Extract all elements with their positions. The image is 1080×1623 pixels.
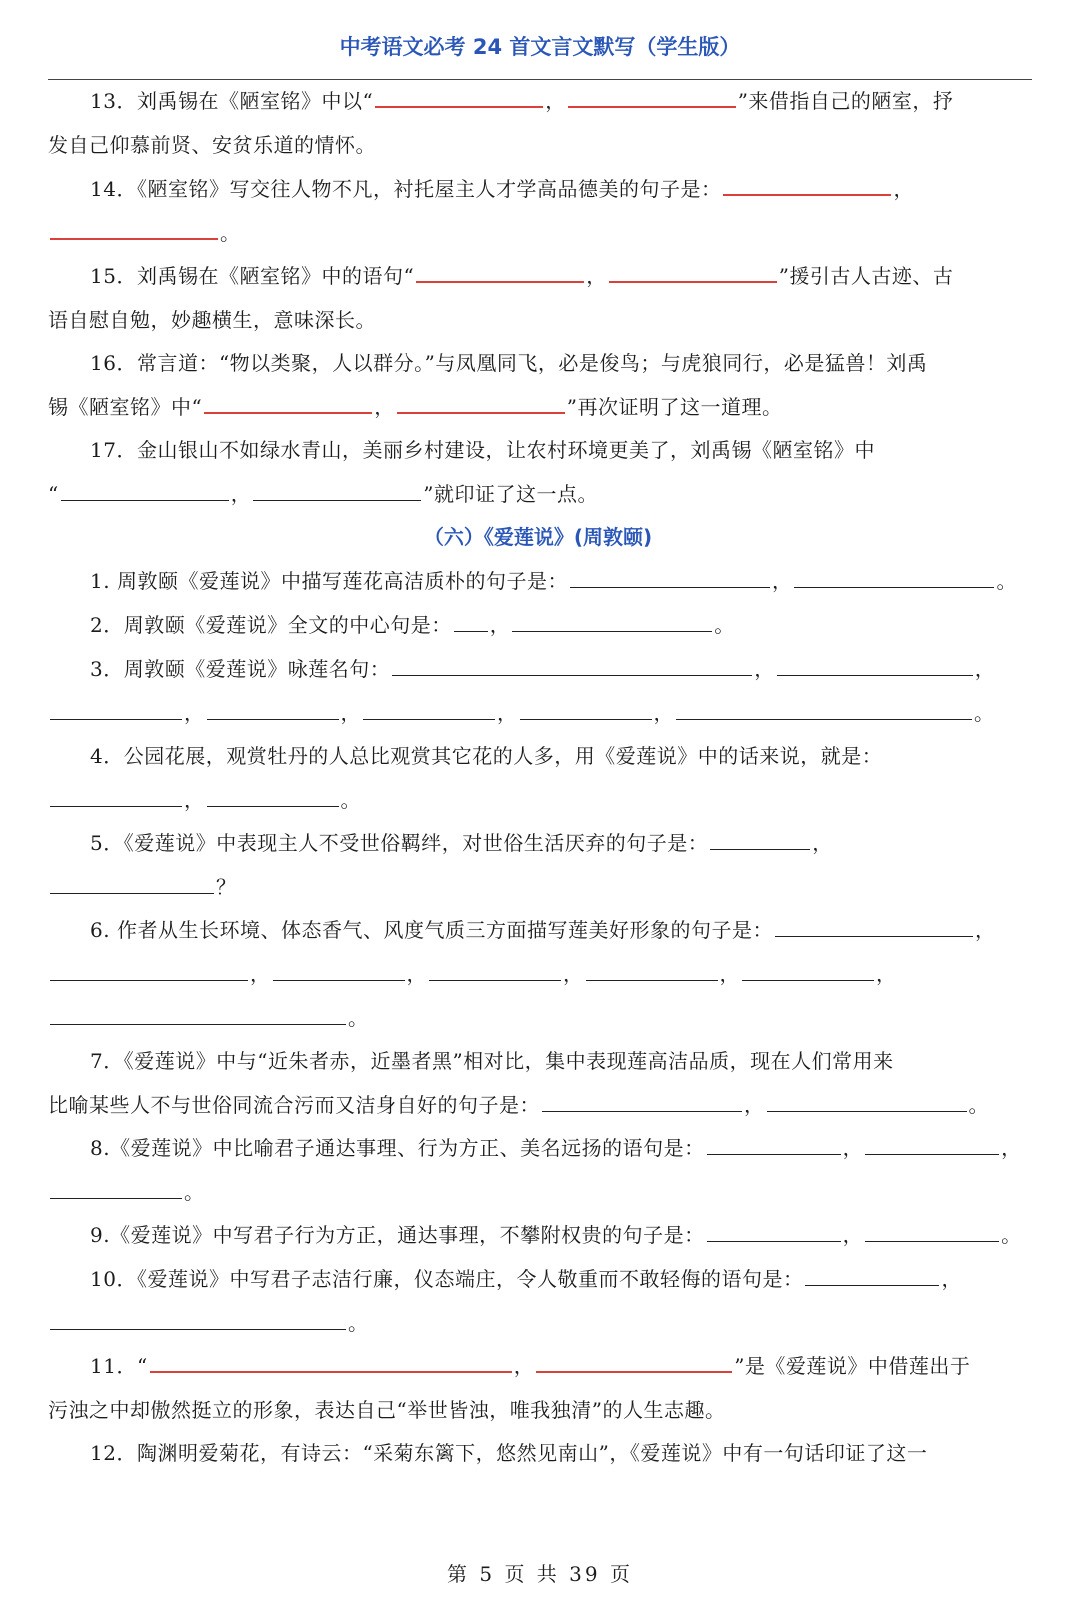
- answer-blank[interactable]: [710, 829, 810, 850]
- question-5-cont: ？: [48, 870, 1028, 904]
- question-7: 7．《爱莲说》中与“近朱者赤，近墨者黑”相对比，集中表现莲高洁品质，现在人们常用来: [90, 1049, 894, 1073]
- question-3-cont: ， ， ， ， 。: [48, 696, 1028, 730]
- page-header: [48, 30, 1032, 80]
- answer-blank[interactable]: [512, 611, 712, 632]
- answer-blank[interactable]: [609, 261, 777, 283]
- answer-blank[interactable]: [775, 916, 973, 937]
- answer-blank[interactable]: [50, 1178, 182, 1199]
- question-11: 11．“ ， ”是《爱莲说》中借莲出于: [48, 1349, 1028, 1383]
- page-title: 中考语文必考 24 首文言文默写（学生版）: [339, 35, 741, 59]
- question-4: 4．公园花展，观赏牡丹的人总比观赏其它花的人多，用《爱莲说》中的话来说，就是：: [90, 744, 883, 768]
- question-16: 16．常言道：“物以类聚，人以群分。”与凤凰同飞，必是俊鸟；与虎狼同行，必是猛兽！刘禹: [90, 351, 928, 375]
- question-17-cont: “ ， ”就印证了这一点。: [48, 482, 598, 506]
- question-13: 13．刘禹锡在《陋室铭》中以“ ， ”来借指自己的陋室，抒: [48, 84, 1028, 118]
- answer-blank[interactable]: [50, 1004, 346, 1025]
- question-10: 10．《爱莲说》中写君子志洁行廉，仪态端庄，令人敬重而不敢轻侮的语句是： ，: [90, 1267, 962, 1291]
- answer-blank[interactable]: [50, 960, 248, 981]
- answer-blank[interactable]: [207, 699, 339, 720]
- answer-blank[interactable]: [61, 480, 229, 501]
- question-13-cont: 发自己仰慕前贤、安贫乐道的情怀。: [48, 133, 376, 157]
- answer-blank[interactable]: [204, 392, 372, 414]
- answer-blank[interactable]: [520, 699, 652, 720]
- question-6: 6. 作者从生长环境、体态香气、风度气质三方面描写莲美好形象的句子是： ，: [90, 918, 996, 942]
- question-16-cont: 锡《陋室铭》中“ ， ”再次证明了这一道理。: [48, 390, 1028, 424]
- answer-blank[interactable]: [207, 786, 339, 807]
- answer-blank[interactable]: [742, 960, 874, 981]
- answer-blank[interactable]: [363, 699, 495, 720]
- question-10-cont: 。: [48, 1306, 1028, 1340]
- answer-blank[interactable]: [767, 1091, 967, 1112]
- answer-blank[interactable]: [707, 1221, 841, 1242]
- page-number: 第 5 页 共 39 页: [447, 1562, 633, 1586]
- answer-blank[interactable]: [416, 261, 584, 283]
- answer-blank[interactable]: [150, 1351, 512, 1373]
- answer-blank[interactable]: [392, 655, 752, 676]
- answer-blank[interactable]: [397, 392, 565, 414]
- question-15-cont: 语自慰自勉，妙趣横生，意味深长。: [48, 308, 376, 332]
- question-6-cont: ， ， ， ， ，: [48, 957, 1028, 991]
- answer-blank[interactable]: [536, 1351, 732, 1373]
- answer-blank[interactable]: [253, 480, 421, 501]
- answer-blank[interactable]: [676, 699, 972, 720]
- question-1: 1. 周敦颐《爱莲说》中描写莲花高洁质朴的句子是： ， 。: [90, 569, 1017, 593]
- answer-blank[interactable]: [454, 611, 488, 632]
- answer-blank[interactable]: [50, 1309, 346, 1330]
- question-8-cont: 。: [48, 1175, 1028, 1209]
- answer-blank[interactable]: [723, 174, 891, 196]
- answer-blank[interactable]: [777, 655, 973, 676]
- question-9: 9.《爱莲说》中写君子行为方正，通达事理，不攀附权贵的句子是： ， 。: [90, 1223, 1022, 1247]
- answer-blank[interactable]: [50, 699, 182, 720]
- question-14: 14．《陋室铭》写交往人物不凡，衬托屋主人才学高品德美的句子是： ，: [48, 172, 1028, 206]
- answer-blank[interactable]: [429, 960, 561, 981]
- answer-blank[interactable]: [273, 960, 405, 981]
- answer-blank[interactable]: [865, 1221, 999, 1242]
- header-divider: [48, 79, 1032, 80]
- answer-blank[interactable]: [50, 218, 218, 240]
- question-5: 5．《爱莲说》中表现主人不受世俗羁绊，对世俗生活厌弃的句子是： ，: [90, 831, 833, 855]
- answer-blank[interactable]: [865, 1134, 999, 1155]
- section-heading: （六）《爱莲说》(周敦颐): [423, 525, 653, 549]
- answer-blank[interactable]: [50, 786, 182, 807]
- question-2: 2．周敦颐《爱莲说》全文的中心句是： ， 。: [90, 613, 735, 637]
- question-3: 3．周敦颐《爱莲说》咏莲名句： ， ，: [90, 657, 996, 681]
- question-14-cont: 。: [48, 216, 1028, 250]
- answer-blank[interactable]: [805, 1265, 939, 1286]
- answer-blank[interactable]: [586, 960, 718, 981]
- question-7-cont: 比喻某些人不与世俗同流合污而又洁身自好的句子是： ， 。: [48, 1093, 989, 1117]
- answer-blank[interactable]: [542, 1091, 742, 1112]
- answer-blank[interactable]: [570, 567, 770, 588]
- question-8: 8.《爱莲说》中比喻君子通达事理、行为方正、美名远扬的语句是： ， ，: [90, 1136, 1022, 1160]
- answer-blank[interactable]: [707, 1134, 841, 1155]
- question-17: 17．金山银山不如绿水青山，美丽乡村建设，让农村环境更美了，刘禹锡《陋室铭》中: [90, 438, 875, 462]
- answer-blank[interactable]: [794, 567, 994, 588]
- question-11-cont: 污浊之中却傲然挺立的形象，表达自己“举世皆浊，唯我独清”的人生志趣。: [48, 1398, 726, 1422]
- answer-blank[interactable]: [375, 86, 543, 108]
- question-12: 12．陶渊明爱菊花，有诗云：“采菊东篱下，悠然见南山”，《爱莲说》中有一句话印证了这一: [90, 1441, 928, 1465]
- answer-blank[interactable]: [50, 873, 214, 894]
- question-15: 15．刘禹锡在《陋室铭》中的语句“ ， ”援引古人古迹、古: [48, 259, 1028, 293]
- answer-blank[interactable]: [568, 86, 736, 108]
- question-4-cont: ， 。: [48, 783, 1028, 817]
- question-6-cont2: 。: [48, 1001, 1028, 1035]
